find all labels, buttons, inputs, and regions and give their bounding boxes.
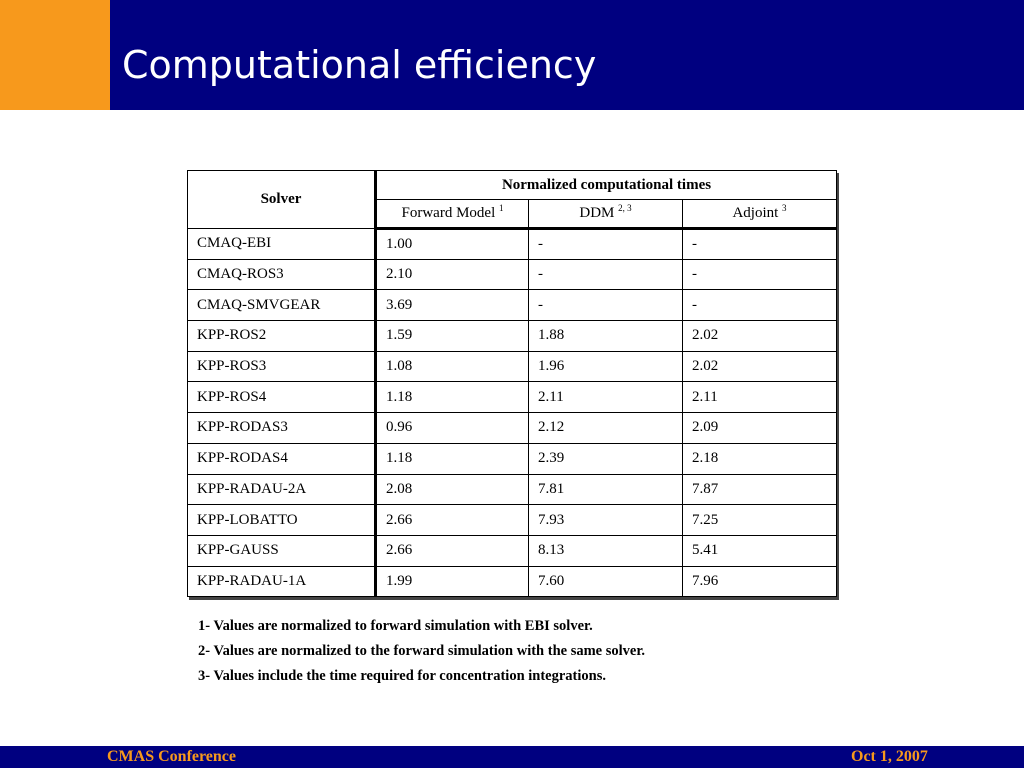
cell-forward: 1.18 bbox=[376, 443, 529, 474]
cell-adjoint: 2.11 bbox=[683, 382, 837, 413]
header-adjoint bbox=[683, 200, 837, 229]
header-adjoint-footnote: 3 bbox=[782, 203, 787, 213]
header-ddm-footnote: 2, 3 bbox=[618, 203, 632, 213]
cell-forward: 3.69 bbox=[376, 290, 529, 321]
cell-forward: 2.66 bbox=[376, 505, 529, 536]
header-accent-block bbox=[0, 0, 110, 110]
cell-forward: 1.18 bbox=[376, 382, 529, 413]
cell-solver: CMAQ-ROS3 bbox=[188, 259, 376, 290]
cell-adjoint: - bbox=[683, 229, 837, 260]
table-row bbox=[188, 413, 837, 444]
cell-adjoint: 2.02 bbox=[683, 351, 837, 382]
table-row bbox=[188, 351, 837, 382]
header-normalized-times: Normalized computational times bbox=[376, 171, 837, 200]
cell-solver: CMAQ-EBI bbox=[188, 229, 376, 260]
cell-forward: 2.08 bbox=[376, 474, 529, 505]
cell-solver: KPP-RODAS4 bbox=[188, 443, 376, 474]
table-row bbox=[188, 259, 837, 290]
cell-forward: 1.00 bbox=[376, 229, 529, 260]
cell-adjoint: 7.96 bbox=[683, 566, 837, 597]
cell-adjoint: 2.02 bbox=[683, 321, 837, 352]
header-forward-model-label: Forward Model bbox=[401, 205, 496, 221]
computational-times-table bbox=[187, 170, 837, 597]
header-ddm-label: DDM bbox=[579, 205, 615, 221]
cell-forward: 0.96 bbox=[376, 413, 529, 444]
cell-forward: 1.99 bbox=[376, 566, 529, 597]
cell-adjoint: - bbox=[683, 259, 837, 290]
table-row bbox=[188, 443, 837, 474]
footer-date: Oct 1, 2007 bbox=[851, 748, 928, 765]
table-row bbox=[188, 290, 837, 321]
cell-ddm: 2.12 bbox=[529, 413, 683, 444]
footnotes bbox=[198, 615, 645, 690]
footnote-1: 1- Values are normalized to forward simulation with EBI solver. bbox=[198, 618, 593, 634]
cell-forward: 1.08 bbox=[376, 351, 529, 382]
cell-forward: 1.59 bbox=[376, 321, 529, 352]
header-solver: Solver bbox=[188, 171, 376, 229]
results-table-container bbox=[187, 170, 837, 597]
cell-solver: KPP-RADAU-2A bbox=[188, 474, 376, 505]
cell-solver: KPP-RADAU-1A bbox=[188, 566, 376, 597]
header-forward-model-footnote: 1 bbox=[499, 203, 504, 213]
table-row bbox=[188, 474, 837, 505]
cell-ddm: 1.88 bbox=[529, 321, 683, 352]
table-row bbox=[188, 382, 837, 413]
header-forward-model bbox=[376, 200, 529, 229]
header-adjoint-label: Adjoint bbox=[732, 205, 779, 221]
cell-solver: CMAQ-SMVGEAR bbox=[188, 290, 376, 321]
cell-ddm: - bbox=[529, 290, 683, 321]
cell-ddm: 7.93 bbox=[529, 505, 683, 536]
cell-adjoint: 5.41 bbox=[683, 535, 837, 566]
cell-forward: 2.10 bbox=[376, 259, 529, 290]
cell-ddm: 1.96 bbox=[529, 351, 683, 382]
cell-ddm: 8.13 bbox=[529, 535, 683, 566]
cell-ddm: 2.11 bbox=[529, 382, 683, 413]
cell-adjoint: - bbox=[683, 290, 837, 321]
footer-conference-name: CMAS Conference bbox=[107, 748, 237, 765]
cell-solver: KPP-ROS2 bbox=[188, 321, 376, 352]
cell-adjoint: 2.09 bbox=[683, 413, 837, 444]
table-row bbox=[188, 505, 837, 536]
cell-ddm: 7.81 bbox=[529, 474, 683, 505]
header-ddm bbox=[529, 200, 683, 229]
table-row bbox=[188, 229, 837, 260]
footnote-3: 3- Values include the time required for concentration integrations. bbox=[198, 668, 606, 684]
table-row bbox=[188, 535, 837, 566]
cell-solver: KPP-GAUSS bbox=[188, 535, 376, 566]
cell-forward: 2.66 bbox=[376, 535, 529, 566]
table-row bbox=[188, 566, 837, 597]
cell-ddm: - bbox=[529, 229, 683, 260]
table-row bbox=[188, 321, 837, 352]
cell-ddm: - bbox=[529, 259, 683, 290]
footnote-2: 2- Values are normalized to the forward simulation with the same solver. bbox=[198, 643, 646, 659]
cell-solver: KPP-RODAS3 bbox=[188, 413, 376, 444]
cell-solver: KPP-LOBATTO bbox=[188, 505, 376, 536]
cell-ddm: 2.39 bbox=[529, 443, 683, 474]
slide-title: Computational efficiency bbox=[122, 43, 597, 87]
cell-ddm: 7.60 bbox=[529, 566, 683, 597]
cell-adjoint: 2.18 bbox=[683, 443, 837, 474]
cell-adjoint: 7.87 bbox=[683, 474, 837, 505]
cell-solver: KPP-ROS3 bbox=[188, 351, 376, 382]
cell-solver: KPP-ROS4 bbox=[188, 382, 376, 413]
cell-adjoint: 7.25 bbox=[683, 505, 837, 536]
